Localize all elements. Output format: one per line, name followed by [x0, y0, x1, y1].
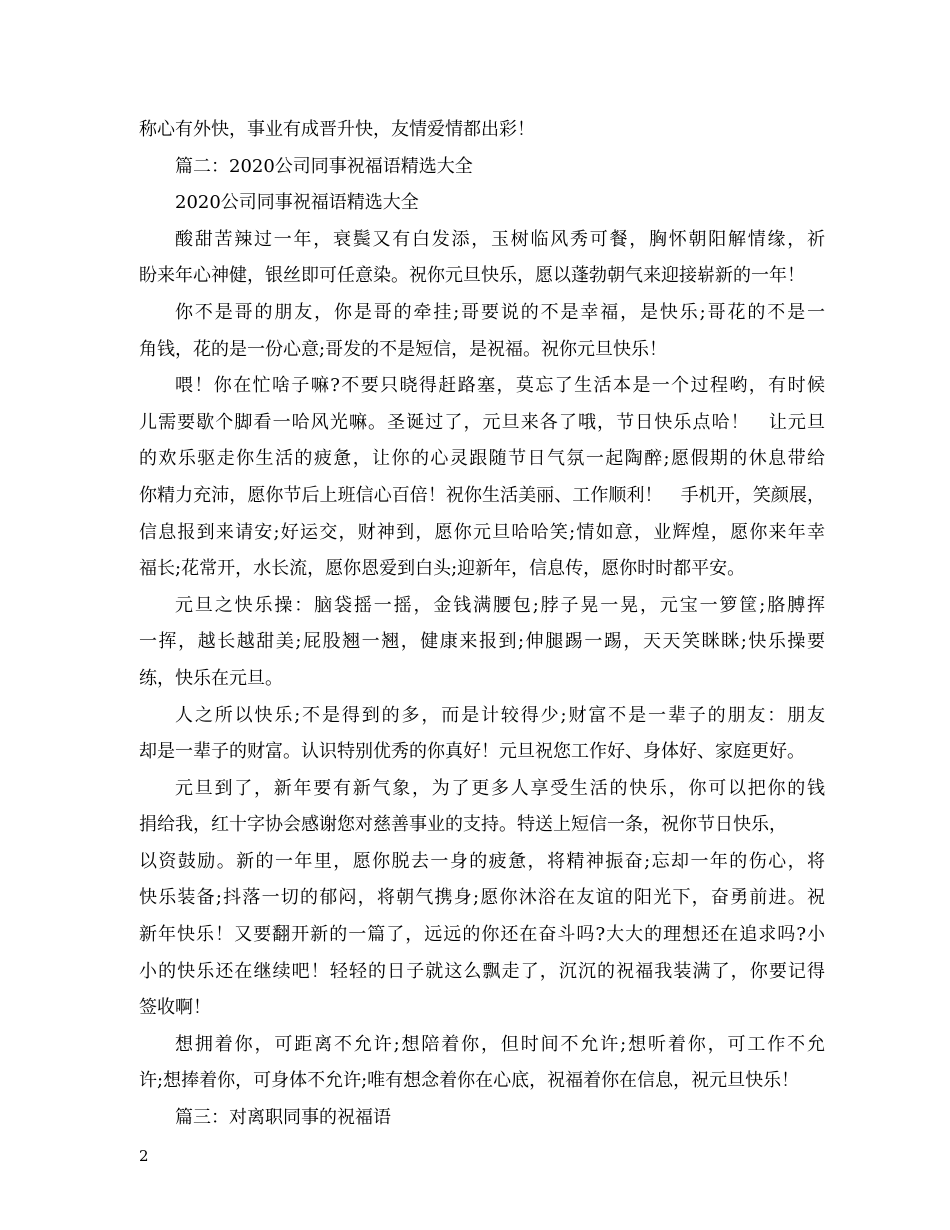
text-line: 儿需要歇个脚看一哈风光嘛。圣诞过了，元旦来各了哦，节日快乐点哈！ 让元旦: [139, 411, 825, 433]
text-line: 新年快乐！又要翻开新的一篇了，远远的你还在奋斗吗?大大的理想还在追求吗?小: [139, 924, 825, 946]
text-line: 捐给我，红十字协会感谢您对慈善事业的支持。特送上短信一条，祝你节日快乐，: [139, 814, 787, 836]
paragraph-4: [139, 588, 825, 698]
text-line: 以资鼓励。新的一年里，愿你脱去一身的疲惫，将精神振奋;忘却一年的伤心，将: [139, 850, 825, 872]
paragraph-2: [139, 295, 825, 368]
text-line: 福长;花常开，水长流，愿你恩爱到白头;迎新年，信息传，愿你时时都平安。: [139, 558, 746, 580]
text-line: 想拥着你，可距离不允许;想陪着你，但时间不允许;想听着你，可工作不允: [175, 1033, 825, 1055]
text-line: 快乐装备;抖落一切的郁闷，将朝气携身;愿你沐浴在友谊的阳光下，奋勇前进。祝: [139, 887, 825, 909]
paragraph-5: [139, 698, 825, 771]
text-line: 练，快乐在元旦。: [139, 667, 283, 689]
paragraph-3: [139, 368, 825, 588]
text-line: 许;想捧着你，可身体不允许;唯有想念着你在心底，祝福着你在信息，祝元旦快乐！: [139, 1070, 800, 1092]
paragraph-7: [139, 1027, 825, 1100]
text-line: 元旦之快乐操：脑袋摇一摇，金钱满腰包;脖子晃一晃，元宝一箩筐;胳膊挥: [175, 594, 825, 616]
text-line: 信息报到来请安;好运交，财神到，愿你元旦哈哈笑;情如意，业辉煌，愿你来年幸: [139, 521, 825, 543]
text-line: 2020公司同事祝福语精选大全: [175, 192, 419, 214]
text-line: 角钱，花的是一份心意;哥发的不是短信，是祝福。祝你元旦快乐！: [139, 338, 668, 360]
paragraph-6: [139, 771, 825, 1027]
page-number: 2: [139, 1147, 149, 1165]
section-subtitle: [139, 185, 825, 222]
text-line: 的欢乐驱走你生活的疲惫，让你的心灵跟随节日气氛一起陶醉;愿假期的休息带给: [139, 448, 825, 470]
paragraph-1: [139, 222, 825, 295]
text-line: 签收啊！: [139, 997, 211, 1019]
paragraph-continuation: [139, 112, 825, 149]
text-line: 酸甜苦辣过一年，衰鬓又有白发添，玉树临风秀可餐，胸怀朝阳解情缘，祈: [175, 228, 825, 250]
text-line: 你精力充沛，愿你节后上班信心百倍！祝你生活美丽、工作顺利！ 手机开，笑颜展，: [139, 484, 825, 506]
text-line: 却是一辈子的财富。认识特别优秀的你真好！元旦祝您工作好、身体好、家庭更好。: [139, 741, 805, 763]
text-line: 元旦到了，新年要有新气象，为了更多人享受生活的快乐，你可以把你的钱: [175, 777, 825, 799]
text-line: 盼来年心神健，银丝即可任意染。祝你元旦快乐，愿以蓬勃朝气来迎接崭新的一年！: [139, 265, 805, 287]
text-line: 人之所以快乐;不是得到的多，而是计较得少;财富不是一辈子的朋友：朋友: [175, 704, 825, 726]
text-line: 你不是哥的朋友，你是哥的牵挂;哥要说的不是幸福，是快乐;哥花的不是一: [175, 301, 825, 323]
text-line: 一挥，越长越甜美;屁股翘一翘，健康来报到;伸腿踢一踢，天天笑眯眯;快乐操要: [139, 631, 825, 653]
text-line: 小的快乐还在继续吧！轻轻的日子就这么飘走了，沉沉的祝福我装满了，你要记得: [139, 960, 825, 982]
text-line: 篇二：2020公司同事祝福语精选大全: [175, 155, 473, 177]
section-heading-3: [139, 1100, 825, 1137]
text-line: 称心有外快，事业有成晋升快，友情爱情都出彩！: [139, 119, 535, 140]
section-heading-2: [139, 149, 825, 186]
text-line: 篇三：对离职同事的祝福语: [175, 1107, 391, 1129]
text-line: 喂！你在忙啥子嘛?不要只晓得赶路塞，莫忘了生活本是一个过程哟，有时候: [175, 375, 825, 397]
body-text: [139, 112, 825, 1137]
